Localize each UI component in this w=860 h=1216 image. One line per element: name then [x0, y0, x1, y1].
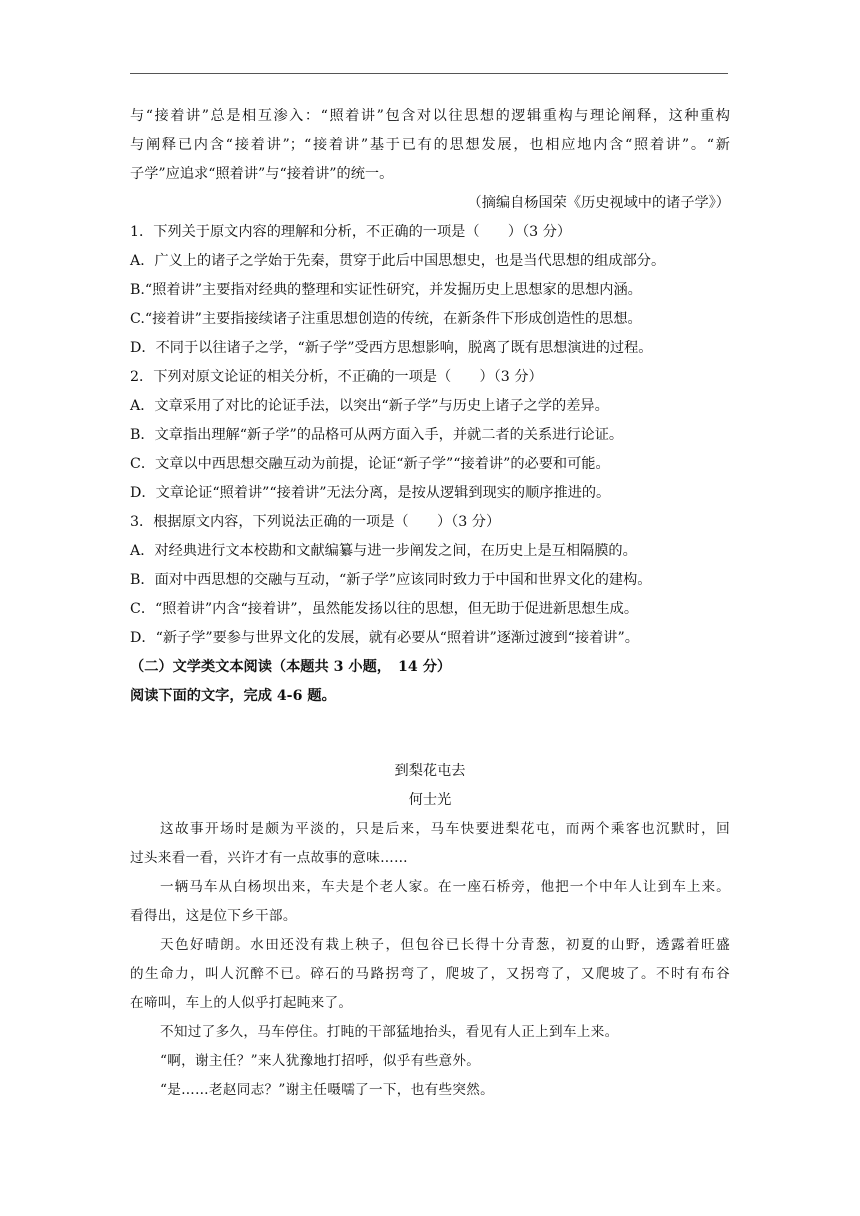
story-paragraph	[130, 815, 730, 873]
story-paragraph	[130, 1076, 730, 1105]
story-title: 到梨花屯去	[394, 763, 466, 779]
story-paragraph	[130, 1047, 730, 1076]
question-stem: 2．下列对原文论证的相关分析，不正确的一项是（ ）（3 分）	[130, 369, 543, 385]
paragraph-line: 的生命力，叫人沉醉不已。碎石的马路拐弯了，爬坡了，又拐弯了，又爬坡了。不时有布谷	[130, 966, 730, 982]
reading-instruction: 阅读下面的文字，完成 4-6 题。	[130, 688, 336, 704]
header-rule	[130, 73, 728, 74]
spacer	[130, 711, 730, 757]
question-1	[130, 218, 730, 363]
option-d: D．“新子学”要参与世界文化的发展，就有必要从“照着讲”逐渐过渡到“接着讲”。	[130, 630, 639, 646]
option-d: D．文章论证“照着讲”“接着讲”无法分离，是按从逻辑到现实的顺序推进的。	[130, 485, 611, 501]
option-c: C．文章以中西思想交融互动为前提，论证“新子学”“接着讲”的必要和可能。	[130, 456, 610, 472]
option-a: A．广义上的诸子之学始于先秦，贯穿于此后中国思想史，也是当代思想的组成部分。	[130, 253, 666, 269]
paragraph-line: 天色好晴朗。水田还没有栽上秧子，但包谷已长得十分青葱，初夏的山野，透露着旺盛	[160, 937, 730, 953]
question-stem: 1．下列关于原文内容的理解和分析，不正确的一项是（ ）（3 分）	[130, 224, 572, 240]
option-b: B．文章指出理解“新子学”的品格可从两方面入手，并就二者的关系进行论证。	[130, 427, 624, 443]
option-b: B．面对中西思想的交融与互动，“新子学”应该同时致力于中国和世界文化的建构。	[130, 572, 652, 588]
option-c: C.“接着讲”主要指接续诸子注重思想创造的传统，在新条件下形成创造性的思想。	[130, 311, 642, 327]
paragraph-line: “是……老赵同志？”谢主任嗫嚅了一下，也有些突然。	[160, 1082, 495, 1098]
paragraph-line: 不知过了多久，马车停住。打盹的干部猛地抬头，看见有人正上到车上来。	[160, 1024, 619, 1040]
paragraph-line: 一辆马车从白杨坝出来，车夫是个老人家。在一座石桥旁，他把一个中年人让到车上来。	[160, 879, 730, 895]
story-paragraph	[130, 873, 730, 931]
question-stem: 3．根据原文内容，下列说法正确的一项是（ ）（3 分）	[130, 514, 501, 530]
document-page	[130, 102, 730, 1105]
source-citation: （摘编自杨国荣《历史视域中的诸子学》）	[467, 195, 730, 211]
option-a: A．文章采用了对比的论证手法，以突出“新子学”与历史上诸子之学的差异。	[130, 398, 609, 414]
story-author: 何士光	[408, 792, 452, 808]
excerpt-line: 与“接着讲”总是相互渗入：“照着讲”包含对以往思想的逻辑重构与理论阐释，这种重构	[130, 108, 730, 124]
story-paragraph	[130, 931, 730, 1018]
paragraph-line: 这故事开场时是颇为平淡的，只是后来，马车快要进梨花屯，而两个乘客也沉默时，回	[160, 821, 730, 837]
story-body	[130, 815, 730, 1105]
paragraph-line: 过头来看一看，兴许才有一点故事的意味……	[130, 850, 408, 866]
paragraph-line: 在啼叫，车上的人似乎打起盹来了。	[130, 995, 353, 1011]
option-a: A．对经典进行文本校勘和文献编纂与进一步阐发之间，在历史上是互相隔膜的。	[130, 543, 637, 559]
section-heading: （二）文学类文本阅读（本题共 3 小题， 14 分）	[130, 659, 452, 675]
option-c: C．“照着讲”内含“接着讲”，虽然能发扬以往的思想，但无助于促进新思想生成。	[130, 601, 639, 617]
excerpt-block	[130, 102, 730, 189]
excerpt-line: 子学”应追求“照着讲”与“接着讲”的统一。	[130, 166, 394, 182]
excerpt-line: 与阐释已内含“接着讲”；“接着讲”基于已有的思想发展，也相应地内含“照着讲”。“新	[130, 137, 730, 153]
option-d: D．不同于以往诸子之学，“新子学”受西方思想影响，脱离了既有思想演进的过程。	[130, 340, 653, 356]
question-3	[130, 508, 730, 653]
question-2	[130, 363, 730, 508]
paragraph-line: 看得出，这是位下乡干部。	[130, 908, 297, 924]
option-b: B.“照着讲”主要指对经典的整理和实证性研究，并发掘历史上思想家的思想内涵。	[130, 282, 642, 298]
paragraph-line: “啊，谢主任？”来人犹豫地打招呼，似乎有些意外。	[160, 1053, 481, 1069]
story-paragraph	[130, 1018, 730, 1047]
